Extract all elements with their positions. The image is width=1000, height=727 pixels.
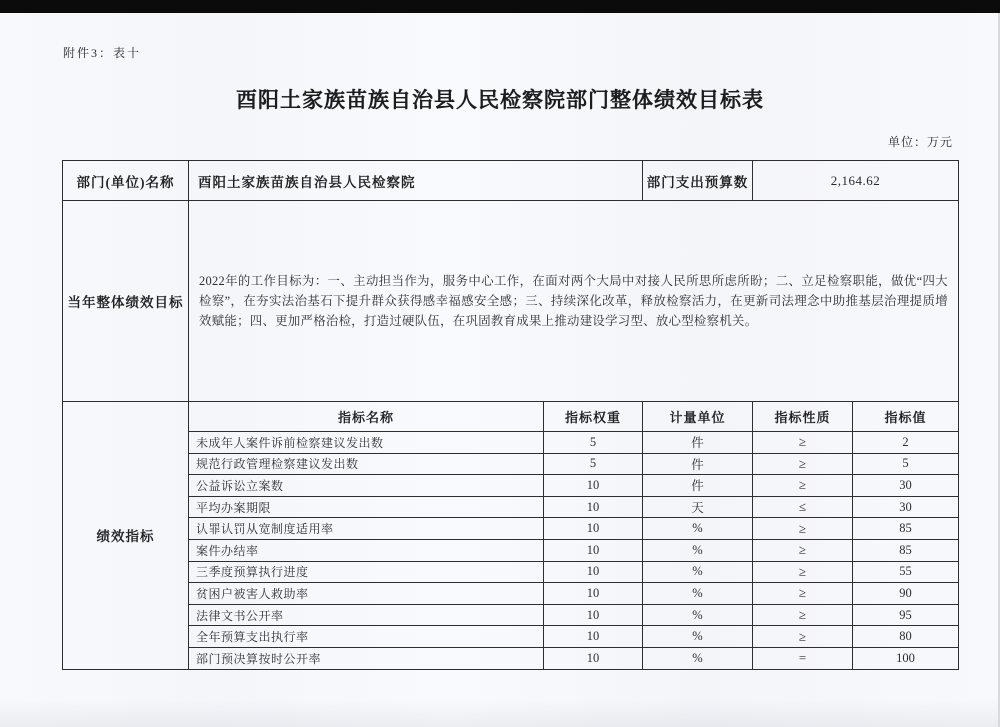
indicator-value: 30 — [853, 475, 959, 497]
indicator-nature: ≥ — [753, 432, 853, 454]
header-indicator-weight: 指标权重 — [544, 402, 643, 432]
indicator-nature: ≤ — [753, 496, 853, 518]
indicator-value: 95 — [853, 604, 959, 626]
indicator-value: 80 — [853, 626, 959, 648]
header-measure-unit: 计量单位 — [643, 402, 753, 432]
indicator-nature: ≥ — [753, 604, 853, 626]
indicator-weight: 10 — [544, 496, 643, 518]
indicator-value: 90 — [853, 583, 959, 605]
indicators-label: 绩效指标 — [63, 402, 189, 670]
indicator-name: 公益诉讼立案数 — [189, 475, 544, 497]
indicator-name: 未成年人案件诉前检察建议发出数 — [189, 432, 544, 454]
indicator-unit: % — [643, 583, 753, 605]
indicator-name: 认罪认罚从宽制度适用率 — [189, 518, 544, 540]
dept-name-label: 部门(单位)名称 — [63, 161, 189, 201]
indicator-weight: 10 — [544, 626, 643, 648]
indicator-row — [63, 475, 959, 497]
indicator-nature: = — [753, 647, 853, 669]
indicator-value: 2 — [853, 432, 959, 454]
indicator-name: 法律文书公开率 — [189, 604, 544, 626]
indicator-weight: 5 — [544, 453, 643, 475]
indicator-name: 平均办案期限 — [189, 496, 544, 518]
indicator-row — [63, 604, 959, 626]
indicator-name: 规范行政管理检察建议发出数 — [189, 453, 544, 475]
indicator-weight: 10 — [544, 475, 643, 497]
indicator-name: 部门预决算按时公开率 — [189, 647, 544, 669]
indicator-row — [63, 583, 959, 605]
indicator-weight: 10 — [544, 539, 643, 561]
indicator-name: 案件办结率 — [189, 539, 544, 561]
indicator-value: 55 — [853, 561, 959, 583]
performance-target-table — [62, 160, 959, 670]
indicator-weight: 10 — [544, 647, 643, 669]
indicator-unit: % — [643, 626, 753, 648]
indicator-value: 5 — [853, 453, 959, 475]
indicator-row — [63, 539, 959, 561]
indicator-nature: ≥ — [753, 583, 853, 605]
indicator-value: 85 — [853, 518, 959, 540]
indicator-nature: ≥ — [753, 539, 853, 561]
dept-row — [63, 161, 959, 201]
indicator-nature: ≥ — [753, 518, 853, 540]
header-indicator-value: 指标值 — [853, 402, 959, 432]
indicator-value: 30 — [853, 496, 959, 518]
indicator-nature: ≥ — [753, 453, 853, 475]
indicator-row — [63, 518, 959, 540]
indicator-row — [63, 626, 959, 648]
indicator-row — [63, 647, 959, 669]
attachment-label: 附件3：表十 — [63, 46, 142, 60]
indicator-nature: ≥ — [753, 561, 853, 583]
indicator-unit: % — [643, 604, 753, 626]
indicator-unit: % — [643, 539, 753, 561]
indicator-unit: 件 — [643, 475, 753, 497]
annual-goal-label: 当年整体绩效目标 — [63, 201, 189, 402]
indicator-weight: 10 — [544, 604, 643, 626]
indicator-unit: % — [643, 647, 753, 669]
header-indicator-name: 指标名称 — [189, 402, 544, 432]
budget-label: 部门支出预算数 — [643, 161, 753, 201]
table-body — [63, 161, 959, 670]
annual-goal-row — [63, 201, 959, 402]
indicator-unit: % — [643, 518, 753, 540]
budget-value: 2,164.62 — [753, 161, 959, 201]
indicator-unit: 天 — [643, 496, 753, 518]
dept-name-value: 酉阳土家族苗族自治县人民检察院 — [189, 161, 643, 201]
indicator-name: 三季度预算执行进度 — [189, 561, 544, 583]
indicator-unit: 件 — [643, 453, 753, 475]
annual-goal-text: 2022年的工作目标为：一、主动担当作为，服务中心工作，在面对两个大局中对接人民所思所虑所盼；二、立足检察职能，做优“四大检察”，在夯实法治基石下提升群众获得感幸福感安全感；三、持续深化改革，释放检察活力，在更新司法理念中助推基层治理提质增效赋能；四、更加严格治检，打造过硬队伍，在巩固教育成果上推动建设学习型、放心型检察机关。 — [189, 201, 959, 402]
indicator-row — [63, 561, 959, 583]
indicator-weight: 10 — [544, 518, 643, 540]
unit-note: 单位：万元 — [887, 135, 953, 149]
indicator-row — [63, 432, 959, 454]
header-indicator-nature: 指标性质 — [753, 402, 853, 432]
indicator-nature: ≥ — [753, 475, 853, 497]
indicator-value: 85 — [853, 539, 959, 561]
indicator-weight: 10 — [544, 561, 643, 583]
indicator-weight: 5 — [544, 432, 643, 454]
indicator-name: 贫困户被害人救助率 — [189, 583, 544, 605]
indicator-unit: % — [643, 561, 753, 583]
indicator-name: 全年预算支出执行率 — [189, 626, 544, 648]
indicator-unit: 件 — [643, 432, 753, 454]
scan-dark-band — [0, 0, 1000, 13]
indicator-header-row — [63, 402, 959, 432]
page-title: 酉阳土家族苗族自治县人民检察院部门整体绩效目标表 — [236, 88, 764, 112]
indicator-row — [63, 496, 959, 518]
indicator-row — [63, 453, 959, 475]
indicator-weight: 10 — [544, 583, 643, 605]
indicator-value: 100 — [853, 647, 959, 669]
document-page — [0, 13, 1000, 727]
indicator-nature: ≥ — [753, 626, 853, 648]
